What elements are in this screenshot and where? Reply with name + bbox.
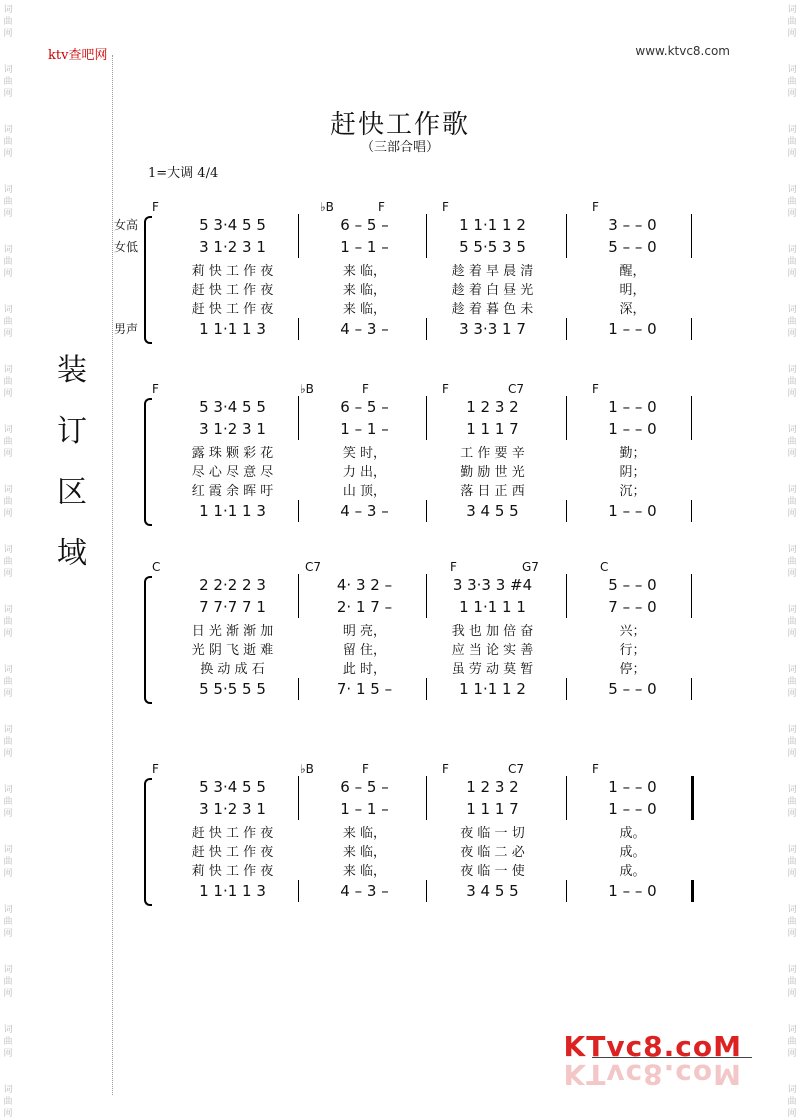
measure: 4 – 3 – — [340, 882, 389, 900]
alto-line — [130, 596, 710, 618]
lyrics-verse-2 — [130, 461, 710, 479]
lyrics-verse-3 — [130, 658, 710, 676]
measure: 1 – – 0 — [608, 420, 657, 438]
edge-watermark: 词 曲 网 — [787, 965, 797, 999]
edge-watermark: 词 曲 网 — [3, 845, 13, 879]
measure: 5 3·4 5 5 — [199, 216, 266, 234]
chord-symbol: F — [362, 382, 369, 396]
lyrics-verse-2 — [130, 279, 710, 297]
measure: 3 1·2 3 1 — [199, 800, 266, 818]
edge-watermark: 词 曲 网 — [3, 905, 13, 939]
soprano-line — [130, 396, 710, 418]
measure: 7· 1 5 – — [336, 680, 393, 698]
edge-watermark: 词 曲 网 — [3, 605, 13, 639]
bar-line — [691, 678, 692, 700]
edge-watermark: 词 曲 网 — [3, 1085, 13, 1119]
chord-symbol: F — [442, 762, 449, 776]
score-system — [130, 560, 710, 700]
measure: 停； — [619, 661, 646, 677]
bar-line — [566, 574, 567, 618]
chord-symbol: C — [152, 560, 161, 574]
measure: 阴； — [619, 464, 646, 480]
measure: 莉 快 工 作 夜 — [191, 263, 274, 279]
measure: 1 1 1 7 — [466, 800, 519, 818]
score-system — [130, 382, 710, 522]
chord-symbol: ♭B — [320, 200, 334, 214]
measure: 沉； — [619, 483, 646, 499]
part-label: 女高 — [114, 218, 139, 232]
measure: 赶 快 工 作 夜 — [191, 825, 274, 841]
edge-watermark: 词 曲 网 — [3, 725, 13, 759]
measure: 3 3·3 3 #4 — [452, 576, 533, 594]
binding-char: 区 — [57, 475, 87, 510]
measure: 来 临， — [342, 825, 387, 841]
measure: 趁 着 暮 色 未 — [451, 301, 534, 317]
song-subtitle: （三部合唱） — [360, 140, 439, 155]
bar-line — [426, 500, 427, 522]
measure: 7 7·7 7 1 — [199, 598, 266, 616]
measure: 3 4 5 5 — [466, 502, 519, 520]
part-label: 女低 — [114, 240, 139, 254]
lyrics-verse-3 — [130, 860, 710, 878]
alto-line — [130, 798, 710, 820]
measure: 1 – – 0 — [608, 800, 657, 818]
edge-watermark: 词 曲 网 — [787, 65, 797, 99]
measure: 1 1·1 1 3 — [199, 502, 266, 520]
chord-symbol: F — [152, 762, 159, 776]
bar-line — [298, 678, 299, 700]
measure: 2 2·2 2 3 — [199, 576, 266, 594]
measure: 5 5·5 3 5 — [459, 238, 526, 256]
edge-watermark: 词 曲 网 — [3, 785, 13, 819]
measure: 勤 励 世 光 — [460, 464, 525, 480]
measure: 5 – – 0 — [608, 238, 657, 256]
chord-symbol: F — [152, 382, 159, 396]
measure: 4 – 3 – — [340, 320, 389, 338]
edge-watermark: 词 曲 网 — [787, 365, 797, 399]
bar-line — [566, 396, 567, 440]
chord-symbol: C7 — [508, 762, 525, 776]
chord-symbol: F — [450, 560, 457, 574]
measure: 明， — [619, 282, 646, 298]
bar-line — [426, 396, 427, 440]
measure: 深， — [619, 301, 646, 317]
lyrics-verse-2 — [130, 841, 710, 859]
bass-line — [130, 318, 710, 340]
measure: 成。 — [619, 863, 646, 879]
bottom-logo: KTvc8.coM — [563, 1030, 742, 1063]
measure: 赶 快 工 作 夜 — [191, 301, 274, 317]
measure: 1 – 1 – — [340, 800, 389, 818]
bar-line — [566, 318, 567, 340]
soprano-line — [130, 214, 710, 236]
bar-line — [426, 318, 427, 340]
measure: 成。 — [619, 844, 646, 860]
lyrics-verse-1 — [130, 442, 710, 460]
measure: 1 – – 0 — [608, 882, 657, 900]
measure: 明 亮， — [342, 623, 387, 639]
measure: 笑 时， — [342, 445, 387, 461]
site-logo-left: ktv查吧网 — [48, 48, 108, 63]
edge-watermark: 词 曲 网 — [787, 725, 797, 759]
edge-watermark: 词 曲 网 — [787, 605, 797, 639]
bar-line — [298, 574, 299, 618]
measure: 4· 3 2 – — [336, 576, 393, 594]
measure: 赶 快 工 作 夜 — [191, 844, 274, 860]
measure: 1 1·1 1 2 — [459, 216, 526, 234]
measure: 夜 临 一 使 — [460, 863, 525, 879]
measure: 1 1·1 1 2 — [459, 680, 526, 698]
edge-watermark: 词 曲 网 — [3, 5, 13, 39]
measure: 换 动 成 石 — [200, 661, 265, 677]
bass-line — [130, 880, 710, 902]
chord-symbol: F — [592, 200, 599, 214]
chord-symbol: ♭B — [300, 762, 314, 776]
measure: 夜 临 一 切 — [460, 825, 525, 841]
measure: 来 临， — [342, 844, 387, 860]
measure: 来 临， — [342, 263, 387, 279]
binding-char: 域 — [57, 536, 87, 571]
measure: 尽 心 尽 意 尽 — [191, 464, 274, 480]
edge-watermark: 词 曲 网 — [787, 545, 797, 579]
site-url: www.ktvc8.com — [635, 44, 730, 58]
edge-watermark: 词 曲 网 — [3, 365, 13, 399]
bar-line — [691, 214, 692, 258]
measure: 来 临， — [342, 301, 387, 317]
bar-line — [566, 500, 567, 522]
measure: 6 – 5 – — [340, 216, 389, 234]
measure: 留 住， — [342, 642, 387, 658]
edge-watermark: 词 曲 网 — [787, 665, 797, 699]
lyrics-verse-1 — [130, 620, 710, 638]
measure: 1 2 3 2 — [466, 398, 519, 416]
measure: 5 3·4 5 5 — [199, 778, 266, 796]
bar-line — [426, 214, 427, 258]
measure: 趁 着 白 昼 光 — [451, 282, 534, 298]
bar-line — [426, 776, 427, 820]
edge-watermark: 词 曲 网 — [3, 305, 13, 339]
bar-line — [691, 396, 692, 440]
measure: 来 临， — [342, 282, 387, 298]
chord-row — [130, 382, 710, 396]
measure: 红 霞 余 晖 吁 — [191, 483, 274, 499]
edge-watermark: 词 曲 网 — [3, 185, 13, 219]
measure: 4 – 3 – — [340, 502, 389, 520]
measure: 1 – – 0 — [608, 502, 657, 520]
measure: 山 顶， — [342, 483, 387, 499]
bar-line — [566, 678, 567, 700]
edge-watermark: 词 曲 网 — [787, 5, 797, 39]
bar-line — [691, 880, 694, 902]
measure: 醒， — [619, 263, 646, 279]
bar-line — [691, 574, 692, 618]
measure: 此 时， — [342, 661, 387, 677]
chord-row — [130, 200, 710, 214]
bar-line — [426, 678, 427, 700]
alto-line — [130, 236, 710, 258]
edge-watermark: 词 曲 网 — [787, 425, 797, 459]
edge-watermark: 词 曲 网 — [787, 125, 797, 159]
binding-char: 订 — [57, 414, 87, 449]
chord-symbol: G7 — [522, 560, 539, 574]
binding-margin-line — [112, 55, 113, 1095]
bar-line — [691, 318, 692, 340]
measure: 1 2 3 2 — [466, 778, 519, 796]
soprano-line — [130, 574, 710, 596]
measure: 日 光 渐 渐 加 — [191, 623, 274, 639]
edge-watermark: 词 曲 网 — [3, 125, 13, 159]
measure: 7 – – 0 — [608, 598, 657, 616]
chord-row — [130, 762, 710, 776]
system-brace — [144, 778, 152, 906]
edge-watermark: 词 曲 网 — [787, 305, 797, 339]
measure: 兴； — [619, 623, 646, 639]
binding-char: 装 — [57, 353, 87, 388]
lyrics-verse-3 — [130, 480, 710, 498]
bar-line — [426, 574, 427, 618]
edge-watermark: 词 曲 网 — [787, 245, 797, 279]
measure: 1 1·1 1 3 — [199, 320, 266, 338]
measure: 工 作 要 辛 — [460, 445, 525, 461]
bar-line — [691, 776, 694, 820]
bar-line — [298, 318, 299, 340]
chord-symbol: F — [378, 200, 385, 214]
measure: 5 3·4 5 5 — [199, 398, 266, 416]
measure: 光 阴 飞 逝 难 — [191, 642, 274, 658]
measure: 6 – 5 – — [340, 398, 389, 416]
lyrics-verse-2 — [130, 639, 710, 657]
binding-area-label — [52, 340, 92, 584]
chord-symbol: F — [592, 382, 599, 396]
measure: 1 – 1 – — [340, 238, 389, 256]
measure: 落 日 正 西 — [460, 483, 525, 499]
bar-line — [426, 880, 427, 902]
edge-watermark: 词 曲 网 — [3, 485, 13, 519]
edge-watermark: 词 曲 网 — [3, 665, 13, 699]
measure: 力 出， — [342, 464, 387, 480]
measure: 1 – 1 – — [340, 420, 389, 438]
soprano-line — [130, 776, 710, 798]
bar-line — [566, 214, 567, 258]
measure: 1 – – 0 — [608, 320, 657, 338]
measure: 露 珠 颗 彩 花 — [191, 445, 274, 461]
lyrics-verse-3 — [130, 298, 710, 316]
song-title: 赶快工作歌 — [329, 110, 470, 140]
chord-symbol: F — [152, 200, 159, 214]
alto-line — [130, 418, 710, 440]
score-system — [114, 200, 710, 340]
measure: 5 – – 0 — [608, 680, 657, 698]
measure: 夜 临 二 必 — [460, 844, 525, 860]
measure: 3 3·3 1 7 — [459, 320, 526, 338]
bar-line — [566, 776, 567, 820]
chord-symbol: C — [600, 560, 609, 574]
system-brace — [144, 216, 152, 344]
key-signature: 1=大调 4/4 — [148, 166, 219, 181]
measure: 1 – – 0 — [608, 398, 657, 416]
bass-line — [130, 678, 710, 700]
bar-line — [298, 396, 299, 440]
measure: 1 1 1 7 — [466, 420, 519, 438]
chord-symbol: C7 — [508, 382, 525, 396]
measure: 趁 着 早 晨 清 — [451, 263, 534, 279]
bar-line — [298, 500, 299, 522]
chord-symbol: F — [442, 200, 449, 214]
measure: 莉 快 工 作 夜 — [191, 863, 274, 879]
measure: 1 – – 0 — [608, 778, 657, 796]
edge-watermark: 词 曲 网 — [3, 545, 13, 579]
chord-symbol: F — [362, 762, 369, 776]
measure: 1 1·1 1 3 — [199, 882, 266, 900]
bar-line — [691, 500, 692, 522]
edge-watermark: 词 曲 网 — [787, 485, 797, 519]
measure: 5 5·5 5 5 — [199, 680, 266, 698]
chord-symbol: F — [442, 382, 449, 396]
measure: 虽 劳 动 莫 暂 — [451, 661, 534, 677]
score-system — [130, 762, 710, 902]
chord-symbol: ♭B — [300, 382, 314, 396]
system-brace — [144, 576, 152, 704]
chord-symbol: C7 — [305, 560, 322, 574]
lyrics-verse-1 — [130, 822, 710, 840]
edge-watermark: 词 曲 网 — [787, 185, 797, 219]
measure: 来 临， — [342, 863, 387, 879]
measure: 3 4 5 5 — [466, 882, 519, 900]
edge-watermark: 词 曲 网 — [787, 845, 797, 879]
chord-symbol: F — [592, 762, 599, 776]
bottom-logo-reflection: KTvc8.coM — [563, 1058, 742, 1091]
bass-line — [130, 500, 710, 522]
bar-line — [298, 776, 299, 820]
edge-watermark: 词 曲 网 — [787, 1025, 797, 1059]
edge-watermark: 词 曲 网 — [3, 245, 13, 279]
part-label: 男声 — [114, 322, 139, 336]
measure: 6 – 5 – — [340, 778, 389, 796]
edge-watermark: 词 曲 网 — [787, 905, 797, 939]
measure: 成。 — [619, 825, 646, 841]
edge-watermark: 词 曲 网 — [787, 1085, 797, 1119]
measure: 3 1·2 3 1 — [199, 238, 266, 256]
measure: 应 当 论 实 善 — [451, 642, 534, 658]
edge-watermark: 词 曲 网 — [3, 965, 13, 999]
measure: 3 – – 0 — [608, 216, 657, 234]
chord-row — [130, 560, 710, 574]
lyrics-verse-1 — [130, 260, 710, 278]
edge-watermark: 词 曲 网 — [3, 1025, 13, 1059]
measure: 2· 1 7 – — [336, 598, 393, 616]
bar-line — [298, 880, 299, 902]
bar-line — [298, 214, 299, 258]
edge-watermark: 词 曲 网 — [3, 425, 13, 459]
edge-watermark: 词 曲 网 — [3, 65, 13, 99]
bar-line — [566, 880, 567, 902]
measure: 5 – – 0 — [608, 576, 657, 594]
measure: 3 1·2 3 1 — [199, 420, 266, 438]
measure: 勤； — [619, 445, 646, 461]
measure: 我 也 加 倍 奋 — [451, 623, 534, 639]
system-brace — [144, 398, 152, 526]
measure: 行； — [619, 642, 646, 658]
measure: 赶 快 工 作 夜 — [191, 282, 274, 298]
edge-watermark: 词 曲 网 — [787, 785, 797, 819]
measure: 1 1·1 1 1 — [459, 598, 526, 616]
